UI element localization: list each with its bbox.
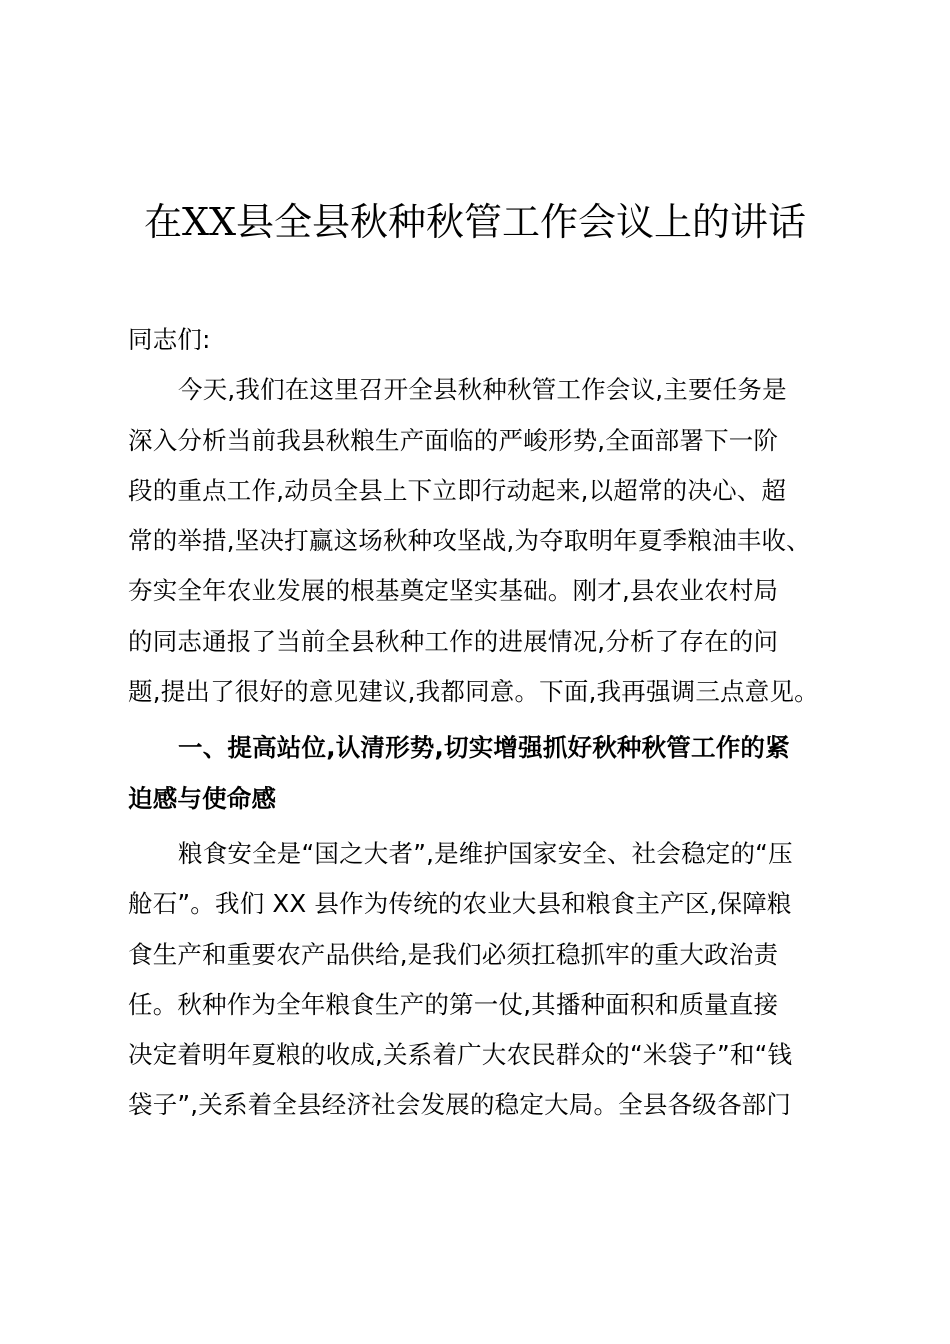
paragraph-line: 舱石”。我们 XX 县作为传统的农业大县和粮食主产区,保障粮 <box>128 889 792 919</box>
paragraph-line: 常的举措,坚决打赢这场秋种攻坚战,为夺取明年夏季粮油丰收、 <box>128 526 811 556</box>
heading-line: 一、提高站位,认清形势,切实增强抓好秋种秋管工作的紧 <box>178 733 790 763</box>
paragraph-line: 袋子”,关系着全县经济社会发展的稳定大局。全县各级各部门 <box>128 1090 792 1120</box>
paragraph-intro <box>128 365 833 717</box>
document-body <box>128 315 833 1131</box>
paragraph-line: 段的重点工作,动员全县上下立即行动起来,以超常的决心、超 <box>128 475 787 505</box>
paragraph-line: 食生产和重要农产品供给,是我们必须扛稳抓牢的重大政治责 <box>128 939 779 969</box>
paragraph-line: 题,提出了很好的意见建议,我都同意。下面,我再强调三点意见。 <box>128 677 819 707</box>
paragraph-line: 决定着明年夏粮的收成,关系着广大农民群众的“米袋子”和“钱 <box>128 1040 793 1070</box>
paragraph-section-1 <box>128 829 833 1131</box>
paragraph-line: 深入分析当前我县秋粮生产面临的严峻形势,全面部署下一阶 <box>128 425 779 455</box>
paragraph-line: 今天,我们在这里召开全县秋种秋管工作会议,主要任务是 <box>178 375 787 405</box>
paragraph-line: 的同志通报了当前全县秋种工作的进展情况,分析了存在的问 <box>128 626 779 656</box>
paragraph-line: 粮食安全是“国之大者”,是维护国家安全、社会稳定的“压 <box>178 838 793 868</box>
salutation: 同志们: <box>128 325 211 354</box>
document-title: 在XX县全县秋种秋管工作会议上的讲话 <box>143 200 807 244</box>
heading-line: 迫感与使命感 <box>128 783 277 813</box>
section-heading-1 <box>128 723 833 824</box>
paragraph-line: 夯实全年农业发展的根基奠定坚实基础。刚才,县农业农村局 <box>128 576 779 606</box>
paragraph-line: 任。秋种作为全年粮食生产的第一仗,其播种面积和质量直接 <box>128 989 779 1019</box>
